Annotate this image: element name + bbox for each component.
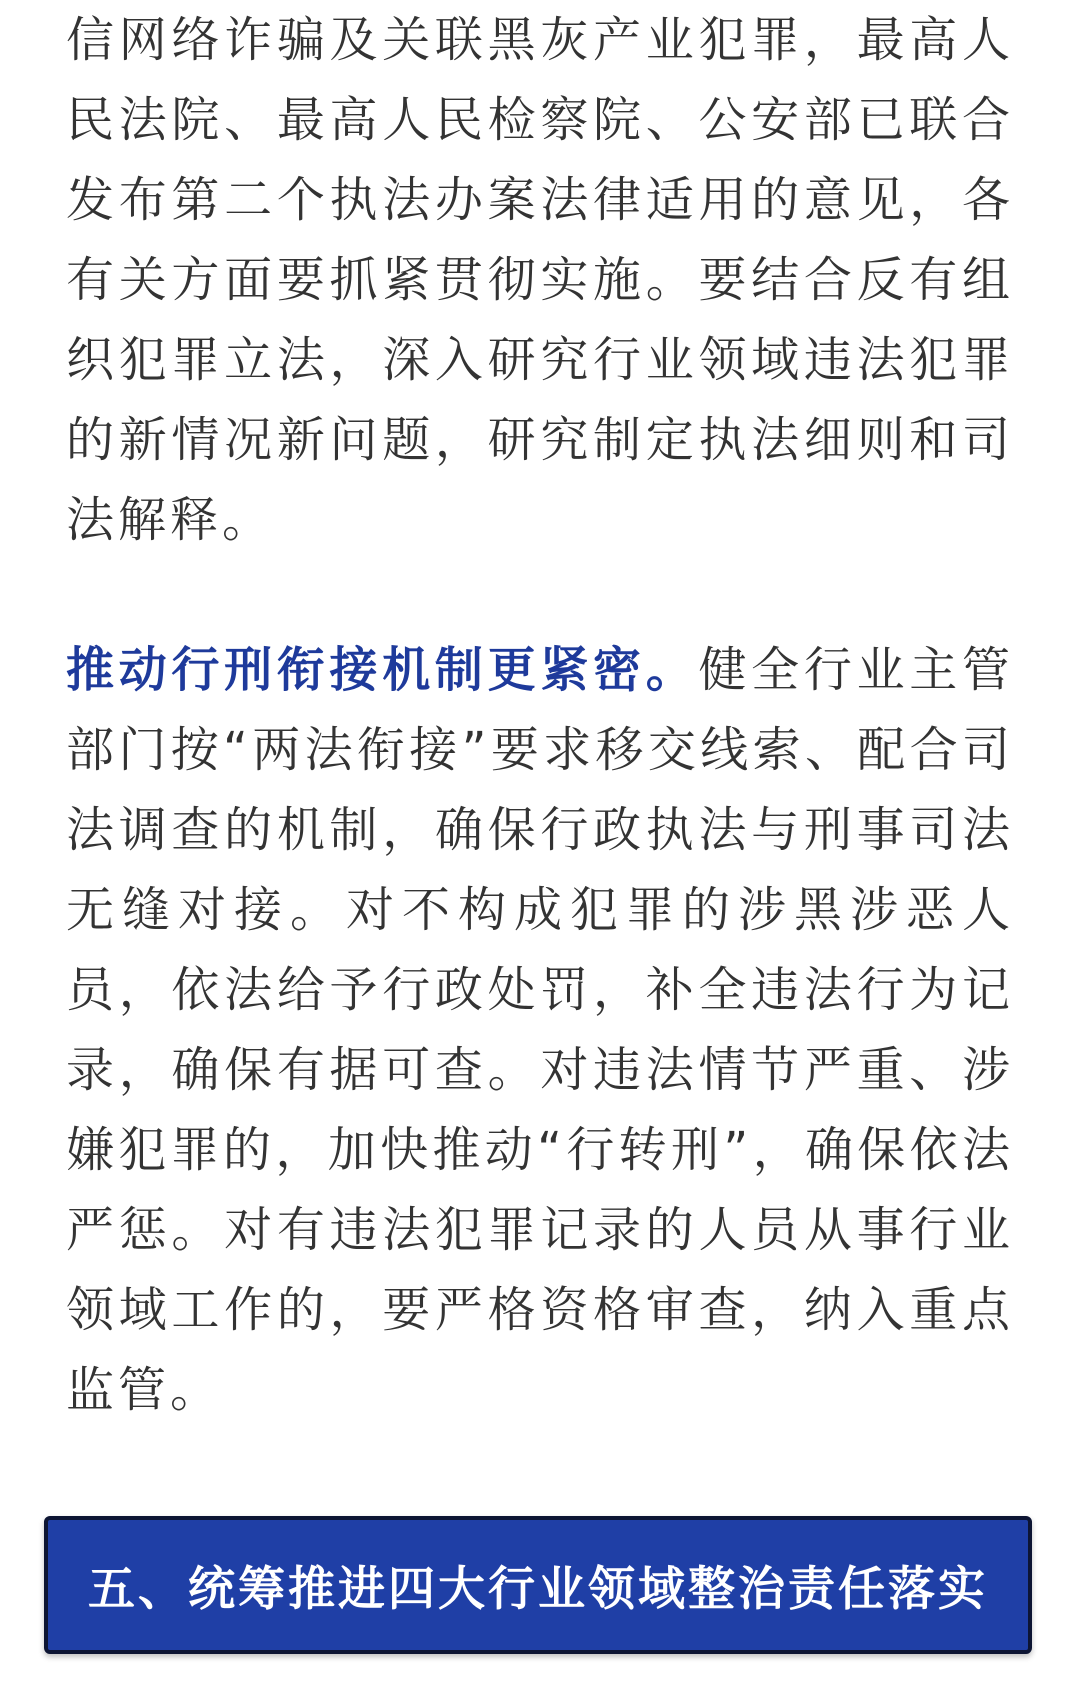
paragraph-text: 健全行业主管部门按“两法衔接”要求移交线索、配合司法调查的机制，确保行政执法与刑事司法无缝对接。对不构成犯罪的涉黑涉恶人员，依法给予行政处罚，补全违法行为记录，确保有据可查。对违法情节严重、涉嫌犯罪的，加快推动“行转刑”，确保依法严惩。对有违法犯罪记录的人员从事行业领域工作的，要严格资格审查，纳入重点监管。	[66, 642, 1014, 1418]
section-heading-title: 五、统筹推进四大行业领域整治责任落实	[88, 1561, 988, 1617]
section-heading-banner	[44, 1516, 1032, 1654]
article-paragraph	[66, 630, 1014, 1430]
paragraph-lead-highlight: 推动行刑衔接机制更紧密。	[66, 642, 699, 698]
paragraph-text: 信网络诈骗及关联黑灰产业犯罪，最高人民法院、最高人民检察院、公安部已联合发布第二个执法办案法律适用的意见，各有关方面要抓紧贯彻实施。要结合反有组织犯罪立法，深入研究行业领域违法犯罪的新情况新问题，研究制定执法细则和司法解释。	[66, 12, 1014, 548]
article-paragraph	[66, 0, 1014, 560]
